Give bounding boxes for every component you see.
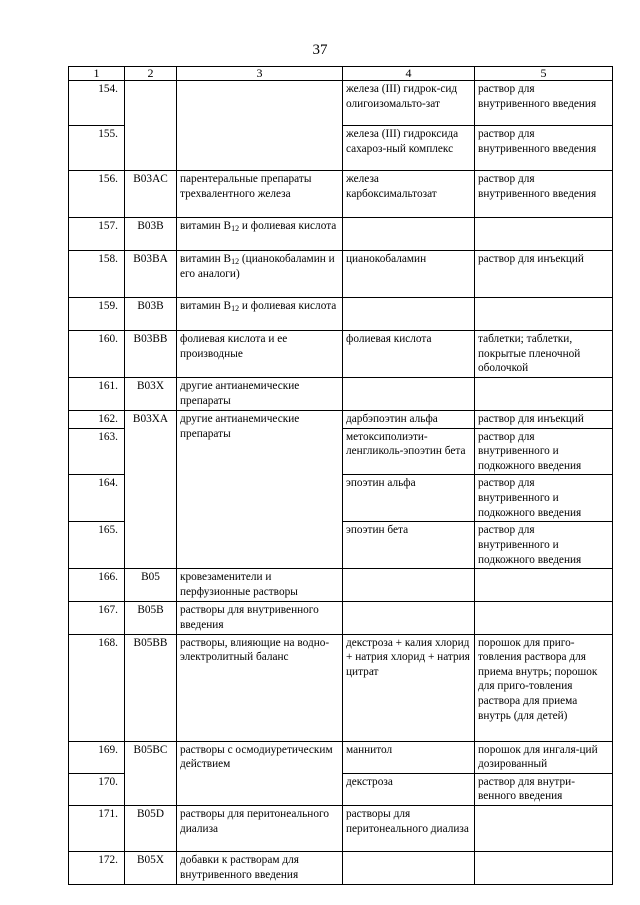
row-number: 156.: [69, 171, 125, 218]
header-cell: 5: [475, 67, 613, 81]
atc-group-text: витамин B: [180, 220, 232, 232]
dosage-form: таблетки; таблетки, покрытые пленочной оболочкой: [475, 331, 613, 378]
drug-name: [343, 851, 475, 884]
dosage-form: [475, 298, 613, 331]
page-number: 37: [312, 42, 328, 58]
subscript: 12: [231, 257, 240, 266]
subscript: 12: [231, 304, 240, 313]
atc-group: фолиевая кислота и ее производные: [177, 331, 343, 378]
dosage-form: раствор для инъекций: [475, 411, 613, 429]
table-row: [69, 218, 613, 251]
table-row: [69, 171, 613, 218]
atc-group-text: витамин B: [180, 300, 232, 312]
drug-name: фолиевая кислота: [343, 331, 475, 378]
atc-group: [177, 81, 343, 171]
table-row: [69, 251, 613, 298]
atc-code: B03AC: [125, 171, 177, 218]
table-row: [69, 331, 613, 378]
atc-code: [125, 81, 177, 171]
atc-group: растворы с осмодиуретическим действием: [177, 741, 343, 805]
dosage-form: [475, 805, 613, 851]
drug-name: маннитол: [343, 741, 475, 773]
dosage-form: раствор для внутри-венного введения: [475, 773, 613, 805]
atc-code: B03BA: [125, 251, 177, 298]
drug-name: эпоэтин бета: [343, 522, 475, 569]
row-number: 171.: [69, 805, 125, 851]
atc-group: добавки к растворам для внутривенного введения: [177, 851, 343, 884]
atc-group: другие антианемические препараты: [177, 378, 343, 411]
dosage-form: [475, 378, 613, 411]
table-row: [69, 298, 613, 331]
row-number: 154.: [69, 81, 125, 126]
drug-name: цианокобаламин: [343, 251, 475, 298]
row-number: 167.: [69, 602, 125, 634]
atc-group: парентеральные препараты трехвалентного железа: [177, 171, 343, 218]
atc-group-text: и фолиевая кислота: [239, 300, 337, 312]
table-row: [69, 741, 613, 773]
atc-code: B03XA: [125, 411, 177, 569]
dosage-form: [475, 569, 613, 602]
drug-name: железа карбоксимальтозат: [343, 171, 475, 218]
dosage-form: порошок для приго-товления раствора для приема внутрь; порошок для приго-товления раствора для приема внутрь (для детей): [475, 634, 613, 741]
subscript: 12: [231, 224, 240, 233]
row-number: 169.: [69, 741, 125, 773]
table-row: [69, 411, 613, 429]
atc-group: [177, 298, 343, 331]
row-number: 161.: [69, 378, 125, 411]
dosage-form: раствор для внутривенного и подкожного введения: [475, 428, 613, 475]
dosage-form: раствор для инъекций: [475, 251, 613, 298]
dosage-form: порошок для ингаля-ций дозированный: [475, 741, 613, 773]
header-cell: 2: [125, 67, 177, 81]
dosage-form: раствор для внутривенного и подкожного введения: [475, 522, 613, 569]
atc-group: растворы для внутривенного введения: [177, 602, 343, 634]
drug-name: [343, 602, 475, 634]
row-number: 158.: [69, 251, 125, 298]
drug-name: декстроза: [343, 773, 475, 805]
atc-group-text: (цианокобаламин и его аналоги): [180, 253, 335, 280]
atc-group: [177, 251, 343, 298]
table-row: [69, 602, 613, 634]
dosage-form: [475, 602, 613, 634]
drug-name: [343, 298, 475, 331]
table-row: [69, 634, 613, 741]
drug-name: железа (III) гидрок-сид олигоизомальто-зат: [343, 81, 475, 126]
atc-code: B03X: [125, 378, 177, 411]
table-row: [69, 805, 613, 851]
dosage-form: раствор для внутривенного введения: [475, 171, 613, 218]
atc-code: B05: [125, 569, 177, 602]
atc-group-text: и фолиевая кислота: [239, 220, 337, 232]
atc-group: растворы для перитонеального диализа: [177, 805, 343, 851]
dosage-form: раствор для внутривенного введения: [475, 81, 613, 126]
row-number: 164.: [69, 475, 125, 522]
dosage-form: [475, 218, 613, 251]
header-cell: 4: [343, 67, 475, 81]
dosage-form: раствор для внутривенного введения: [475, 126, 613, 171]
dosage-form: раствор для внутривенного и подкожного введения: [475, 475, 613, 522]
atc-group: [177, 218, 343, 251]
drug-name: дарбэпоэтин альфа: [343, 411, 475, 429]
header-cell: 1: [69, 67, 125, 81]
row-number: 157.: [69, 218, 125, 251]
atc-code: B03B: [125, 218, 177, 251]
atc-code: B03BB: [125, 331, 177, 378]
drug-name: растворы для перитонеального диализа: [343, 805, 475, 851]
atc-group-text: витамин B: [180, 253, 232, 265]
drug-name: метоксиполиэти-ленгликоль-эпоэтин бета: [343, 428, 475, 475]
row-number: 166.: [69, 569, 125, 602]
drug-name: эпоэтин альфа: [343, 475, 475, 522]
dosage-form: [475, 851, 613, 884]
row-number: 170.: [69, 773, 125, 805]
drug-name: железа (III) гидроксида сахароз-ный комплекс: [343, 126, 475, 171]
row-number: 165.: [69, 522, 125, 569]
drug-table: [68, 66, 613, 885]
row-number: 162.: [69, 411, 125, 429]
row-number: 168.: [69, 634, 125, 741]
atc-code: B05X: [125, 851, 177, 884]
table-row: [69, 569, 613, 602]
row-number: 160.: [69, 331, 125, 378]
atc-group: кровезаменители и перфузионные растворы: [177, 569, 343, 602]
atc-group: растворы, влияющие на водно-электролитный баланс: [177, 634, 343, 741]
atc-code: B05BB: [125, 634, 177, 741]
header-cell: 3: [177, 67, 343, 81]
row-number: 155.: [69, 126, 125, 171]
drug-name: декстроза + калия хлорид + натрия хлорид + натрия цитрат: [343, 634, 475, 741]
row-number: 163.: [69, 428, 125, 475]
atc-group: другие антианемические препараты: [177, 411, 343, 569]
atc-code: B05D: [125, 805, 177, 851]
table-row: [69, 851, 613, 884]
row-number: 172.: [69, 851, 125, 884]
drug-name: [343, 569, 475, 602]
drug-name: [343, 378, 475, 411]
atc-code: B03B: [125, 298, 177, 331]
drug-name: [343, 218, 475, 251]
atc-code: B05BC: [125, 741, 177, 805]
table-row: [69, 378, 613, 411]
atc-code: B05B: [125, 602, 177, 634]
row-number: 159.: [69, 298, 125, 331]
table-row: [69, 81, 613, 126]
table-header-row: [69, 67, 613, 81]
